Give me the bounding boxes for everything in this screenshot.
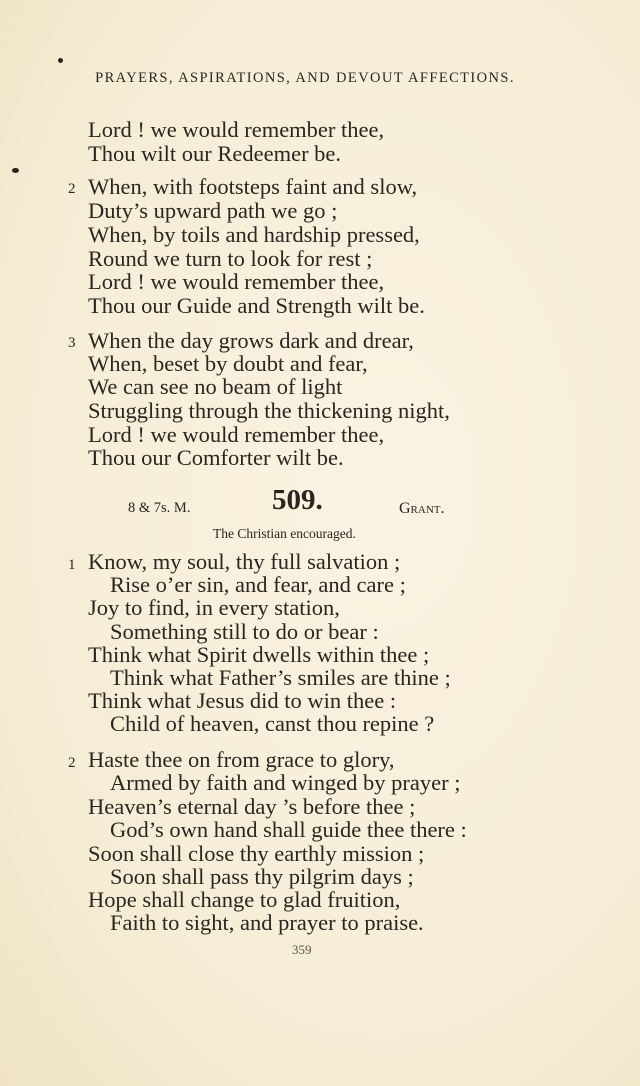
verse-line: Heaven’s eternal day ’s before thee ;	[88, 794, 416, 819]
verse-line: Lord ! we would remember thee,	[88, 269, 385, 294]
verse-line: Think what Jesus did to win thee :	[88, 688, 397, 713]
verse-line: Lord ! we would remember thee,	[88, 117, 385, 142]
ink-mark	[58, 58, 63, 63]
hymn-meter: 8 & 7s. M.	[128, 500, 191, 516]
verse-line: Armed by faith and winged by prayer ;	[110, 770, 461, 795]
verse-number: 2	[68, 755, 76, 771]
verse-line: Hope shall change to glad fruition,	[88, 887, 401, 912]
verse-line: When the day grows dark and drear,	[88, 328, 414, 353]
verse-line: Think what Father’s smiles are thine ;	[110, 665, 451, 690]
verse-line: When, with footsteps faint and slow,	[88, 174, 418, 199]
verse-line: Thou wilt our Redeemer be.	[88, 141, 342, 166]
verse-line: Lord ! we would remember thee,	[88, 422, 385, 447]
verse-line: Something still to do or bear :	[110, 619, 379, 644]
verse-line: Joy to find, in every station,	[88, 595, 340, 620]
hymn-number: 509.	[272, 484, 323, 516]
verse-line: Faith to sight, and prayer to praise.	[110, 910, 424, 935]
verse-number: 1	[68, 557, 76, 573]
hymn-tune: Grant.	[399, 500, 445, 517]
verse-line: Soon shall close thy earthly mission ;	[88, 841, 425, 866]
running-head: PRAYERS, ASPIRATIONS, AND DEVOUT AFFECTIONS.	[95, 70, 515, 86]
verse-line: Rise o’er sin, and fear, and care ;	[110, 572, 406, 597]
verse-line: Thou our Comforter wilt be.	[88, 445, 344, 470]
verse-line: Soon shall pass thy pilgrim days ;	[110, 864, 414, 889]
verse-line: Child of heaven, canst thou repine ?	[110, 711, 435, 736]
verse-line: We can see no beam of light	[88, 374, 343, 399]
verse-line: Duty’s upward path we go ;	[88, 198, 338, 223]
verse-line: Haste thee on from grace to glory,	[88, 747, 395, 772]
verse-line: Know, my soul, thy full salvation ;	[88, 549, 401, 574]
verse-line: When, by toils and hardship pressed,	[88, 222, 420, 247]
hymn-title: The Christian encouraged.	[213, 526, 356, 541]
verse-number: 2	[68, 181, 76, 197]
verse-line: Round we turn to look for rest ;	[88, 246, 373, 271]
ink-mark	[12, 168, 19, 173]
verse-line: Struggling through the thickening night,	[88, 398, 450, 423]
verse-line: God’s own hand shall guide thee there :	[110, 817, 467, 842]
verse-line: Thou our Guide and Strength wilt be.	[88, 293, 425, 318]
verse-line: When, beset by doubt and fear,	[88, 351, 368, 376]
verse-line: Think what Spirit dwells within thee ;	[88, 642, 430, 667]
page-number: 359	[292, 942, 312, 957]
verse-number: 3	[68, 335, 76, 351]
